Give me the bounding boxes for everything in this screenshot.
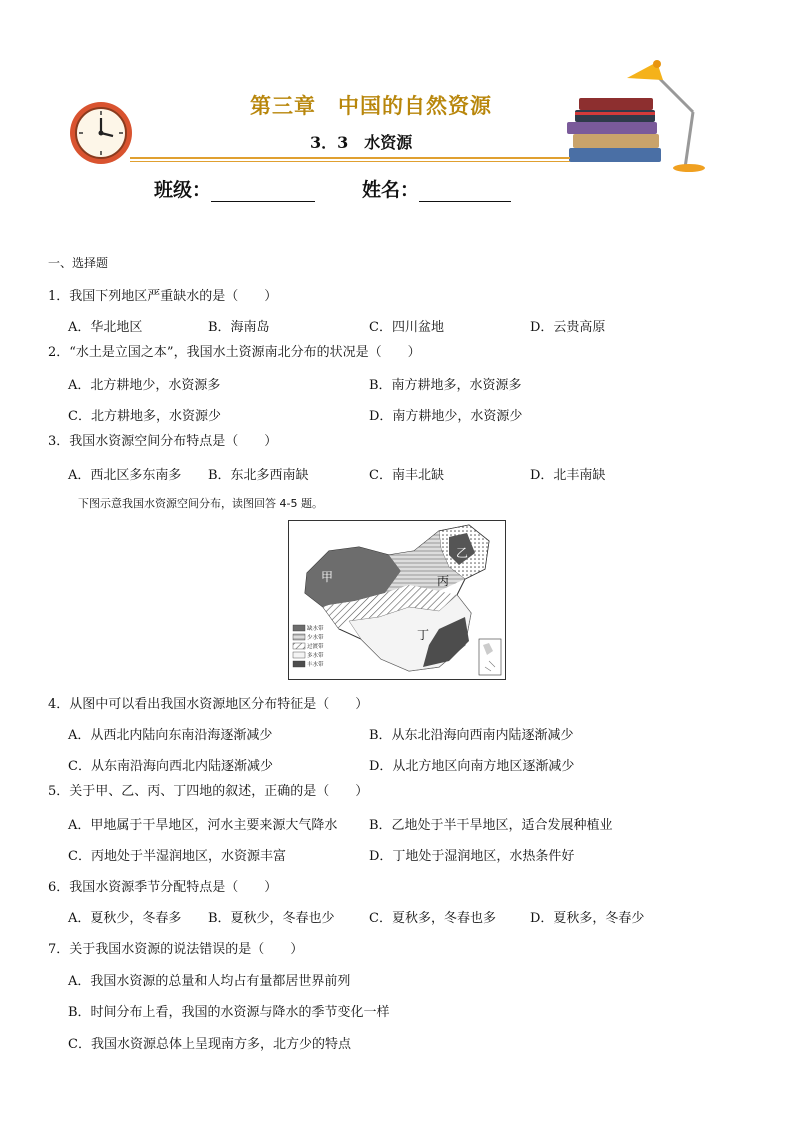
- question-stem: 6．我国水资源季节分配特点是（ ）: [48, 880, 278, 895]
- option[interactable]: D．从北方地区向南方地区逐渐减少: [369, 759, 575, 774]
- question-stem: 3．我国水资源空间分布特点是（ ）: [48, 434, 278, 449]
- option[interactable]: A．我国水资源的总量和人均占有量都居世界前列: [68, 974, 351, 989]
- option[interactable]: D．夏秋多，冬春少: [530, 911, 645, 926]
- class-blank[interactable]: [211, 183, 315, 202]
- map-label: 乙: [456, 546, 469, 560]
- question-stem: 1．我国下列地区严重缺水的是（ ）: [48, 289, 278, 304]
- question-stem: 5．关于甲、乙、丙、丁四地的叙述，正确的是（ ）: [48, 784, 369, 799]
- question-stem: 2．“水土是立国之本”，我国水土资源南北分布的状况是（ ）: [48, 345, 421, 360]
- option[interactable]: C．我国水资源总体上呈现南方多，北方少的特点: [68, 1037, 351, 1052]
- map-label: 甲: [321, 570, 334, 584]
- option[interactable]: C．北方耕地多，水资源少: [68, 409, 221, 424]
- option[interactable]: B．东北多西南缺: [208, 468, 309, 483]
- option[interactable]: C．夏秋多，冬春也多: [369, 911, 496, 926]
- legend-label: 多水带: [307, 653, 324, 659]
- chapter-title: 第三章 中国的自然资源: [250, 93, 492, 118]
- option[interactable]: D．南方耕地少，水资源少: [369, 409, 523, 424]
- legend-label: 缺水带: [307, 626, 324, 632]
- option[interactable]: B．从东北沿海向西南内陆逐渐减少: [369, 728, 574, 743]
- option[interactable]: A．从西北内陆向东南沿海逐渐减少: [68, 728, 273, 743]
- option[interactable]: D．北丰南缺: [530, 468, 606, 483]
- name-blank[interactable]: [419, 183, 511, 202]
- option[interactable]: C．丙地处于半湿润地区，水资源丰富: [68, 849, 286, 864]
- legend-label: 少水带: [307, 635, 324, 641]
- part-title: 一、选择题: [48, 256, 109, 270]
- legend-label: 过渡带: [307, 644, 324, 650]
- class-label: 班级：: [154, 179, 212, 201]
- option[interactable]: B．时间分布上看，我国的水资源与降水的季节变化一样: [68, 1005, 390, 1020]
- option[interactable]: A．北方耕地少，水资源多: [68, 378, 221, 393]
- option[interactable]: A．甲地属于干旱地区，河水主要来源大气降水: [68, 818, 338, 833]
- option[interactable]: C．从东南沿海向西北内陆逐渐减少: [68, 759, 273, 774]
- question-stem: 4．从图中可以看出我国水资源地区分布特征是（ ）: [48, 697, 369, 712]
- name-label: 姓名：: [362, 179, 420, 201]
- option[interactable]: C．南丰北缺: [369, 468, 444, 483]
- option[interactable]: B．南方耕地多，水资源多: [369, 378, 522, 393]
- option[interactable]: D．云贵高原: [530, 320, 606, 335]
- option[interactable]: B．乙地处于半干旱地区，适合发展种植业: [369, 818, 613, 833]
- map-label: 丙: [437, 574, 450, 588]
- map-label: 丁: [417, 628, 430, 642]
- water-resources-map: [288, 520, 506, 680]
- header-divider-thin: [130, 161, 570, 162]
- option[interactable]: A．夏秋少，冬春多: [68, 911, 182, 926]
- question-stem: 7．关于我国水资源的说法错误的是（ ）: [48, 942, 304, 957]
- option[interactable]: D．丁地处于湿润地区，水热条件好: [369, 849, 575, 864]
- class-field: [154, 175, 315, 202]
- option[interactable]: B．夏秋少，冬春也少: [208, 911, 335, 926]
- books-lamp-illustration: [565, 50, 725, 175]
- option[interactable]: B．海南岛: [208, 320, 270, 335]
- header-divider: [130, 157, 570, 159]
- option[interactable]: A．华北地区: [68, 320, 143, 335]
- option[interactable]: C．四川盆地: [369, 320, 444, 335]
- legend-label: 丰水带: [307, 662, 324, 668]
- name-field: [362, 175, 511, 202]
- option[interactable]: A．西北区多东南多: [68, 468, 182, 483]
- map-note: 下图示意我国水资源空间分布，读图回答 4-5 题。: [78, 497, 323, 510]
- clock-icon: [68, 100, 134, 166]
- section-title: 3．3 水资源: [310, 133, 413, 152]
